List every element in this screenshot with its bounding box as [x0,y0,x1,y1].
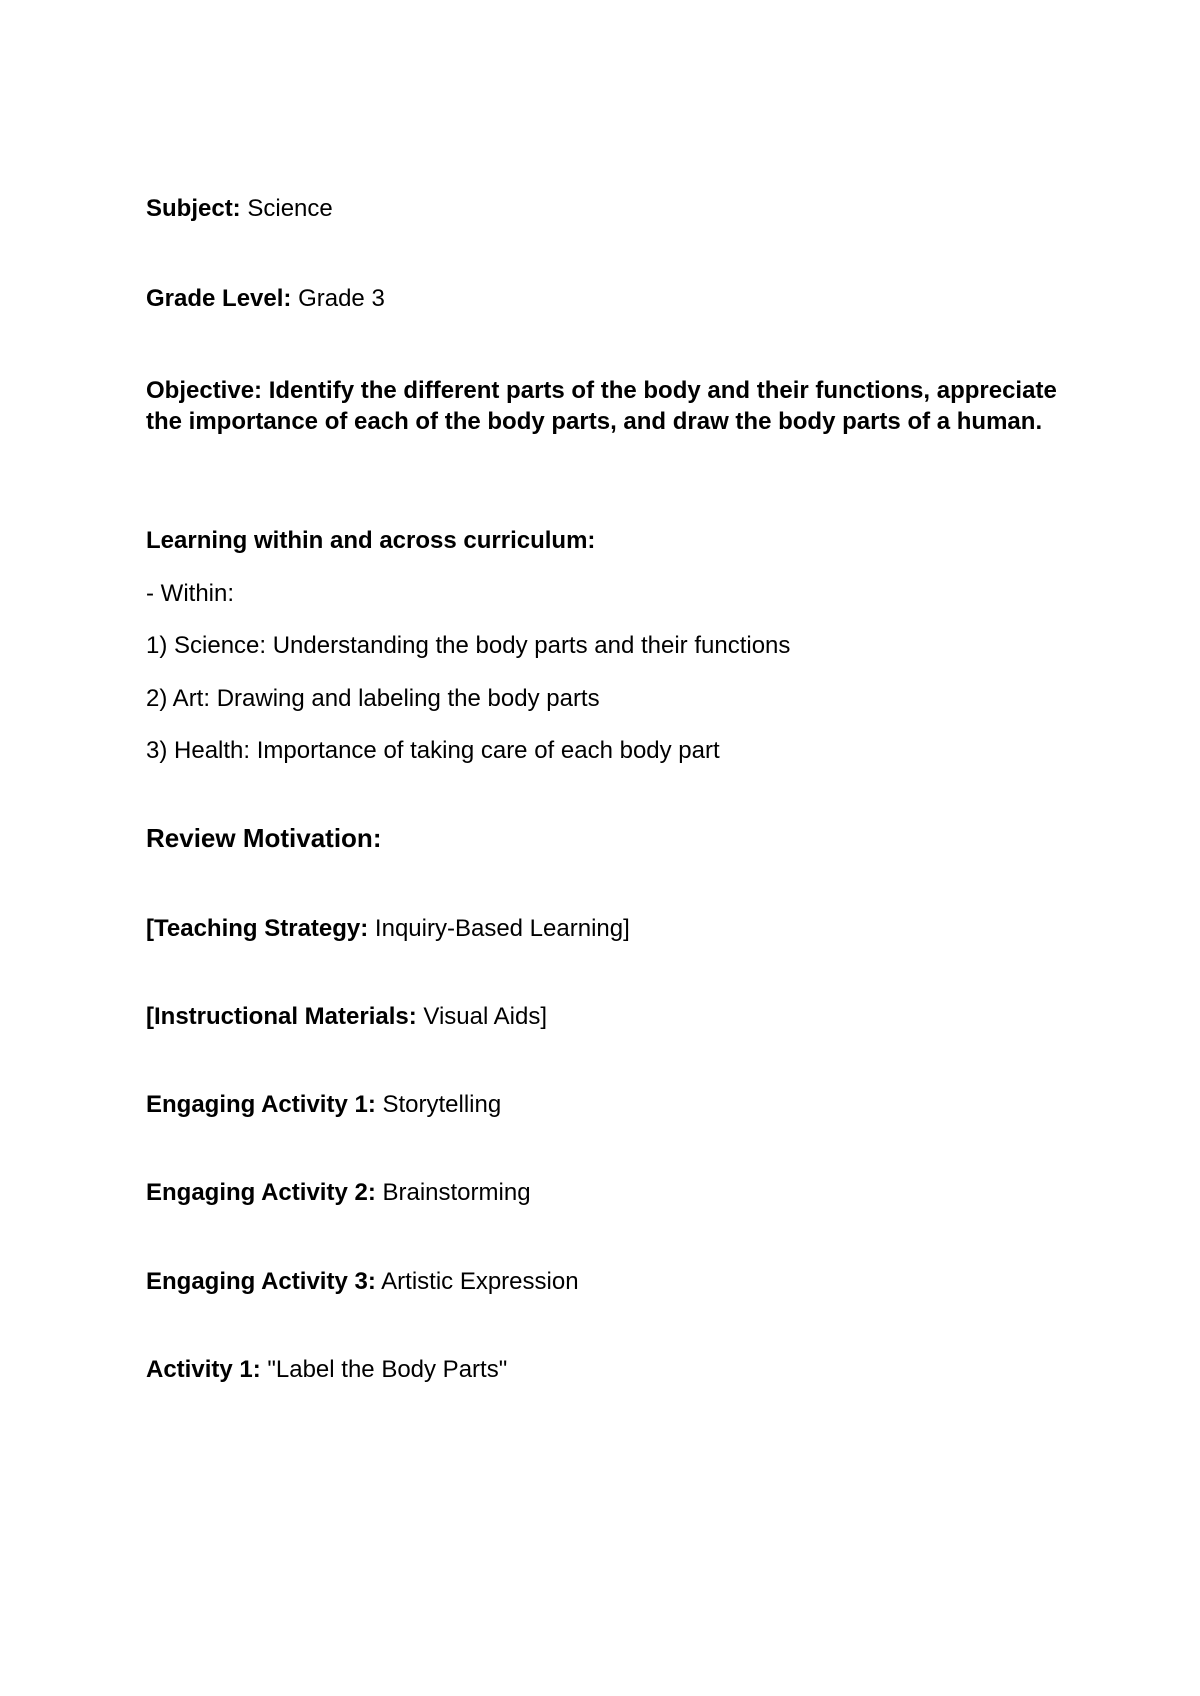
objective-paragraph [146,375,1086,437]
learning-heading: Learning within and across curriculum: [146,527,596,554]
teaching-strategy-label: [Teaching Strategy: [146,915,369,942]
subject-label: Subject: [146,195,241,222]
grade-level-value: Grade 3 [291,285,385,312]
engaging-activity-1-value: Storytelling [375,1091,502,1118]
learning-item-science: 1) Science: Understanding the body parts and their functions [146,632,791,659]
engaging-activity-2-value: Brainstorming [375,1179,531,1206]
teaching-strategy-line [146,913,630,944]
activity-1-label: Activity 1: [146,1356,261,1383]
teaching-strategy-value: Inquiry-Based Learning] [368,915,630,942]
objective-label: Objective: [146,377,263,404]
engaging-activity-1-label: Engaging Activity 1: [146,1091,376,1118]
learning-within: - Within: [146,580,235,607]
engaging-activity-3-label: Engaging Activity 3: [146,1268,376,1295]
learning-item-health: 3) Health: Importance of taking care of each body part [146,737,720,764]
subject-line [146,193,333,224]
engaging-activity-1-line [146,1089,501,1120]
learning-item-art: 2) Art: Drawing and labeling the body parts [146,685,600,712]
engaging-activity-2-line [146,1177,531,1208]
review-motivation-heading: Review Motivation: [146,823,382,853]
engaging-activity-3-value: Artistic Expression [375,1268,579,1295]
subject-value: Science [240,195,333,222]
grade-level-line [146,283,385,314]
grade-level-label: Grade Level: [146,285,292,312]
instructional-materials-value: Visual Aids] [416,1003,548,1030]
instructional-materials-label: [Instructional Materials: [146,1003,417,1030]
instructional-materials-line [146,1001,547,1032]
engaging-activity-3-line [146,1266,579,1297]
activity-1-value: "Label the Body Parts" [260,1356,508,1383]
objective-value: Identify the different parts of the body and their functions, appreciate the importance of each of the body parts, and draw the body parts of a human. [146,377,1057,435]
engaging-activity-2-label: Engaging Activity 2: [146,1179,376,1206]
activity-1-line [146,1354,507,1385]
